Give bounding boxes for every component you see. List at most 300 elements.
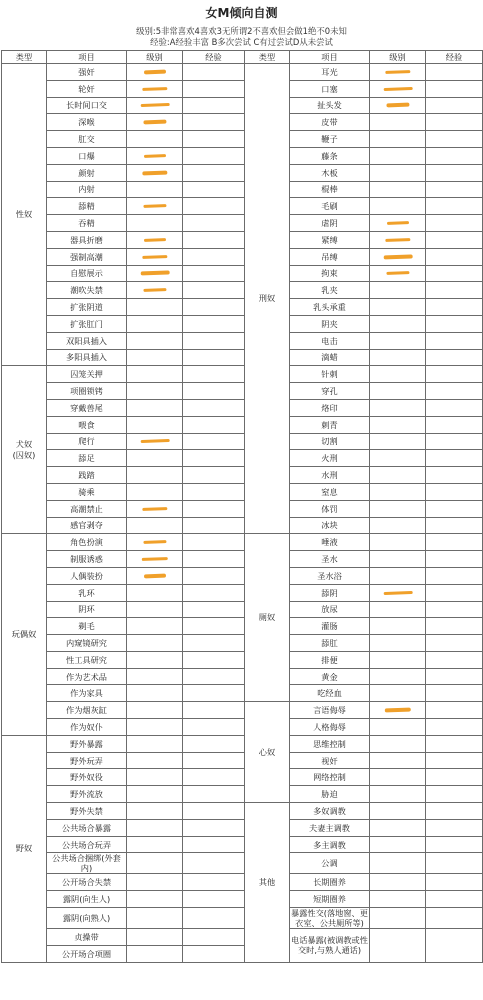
right-experience-cell[interactable]	[426, 198, 483, 215]
right-experience-cell[interactable]	[426, 567, 483, 584]
right-level-cell[interactable]	[370, 215, 426, 232]
right-level-cell[interactable]	[370, 601, 426, 618]
left-experience-cell[interactable]	[183, 702, 245, 719]
right-level-cell[interactable]	[370, 908, 426, 929]
left-level-cell[interactable]	[127, 517, 183, 534]
table-row	[2, 752, 483, 769]
left-level-cell[interactable]	[127, 891, 183, 908]
left-level-cell[interactable]	[127, 752, 183, 769]
right-experience-cell[interactable]	[426, 891, 483, 908]
left-experience-cell[interactable]	[183, 282, 245, 299]
left-level-cell[interactable]	[127, 215, 183, 232]
left-experience-cell[interactable]	[183, 719, 245, 736]
right-experience-cell[interactable]	[426, 467, 483, 484]
left-experience-cell[interactable]	[183, 231, 245, 248]
right-level-cell[interactable]	[370, 114, 426, 131]
right-experience-cell[interactable]	[426, 450, 483, 467]
right-experience-cell[interactable]	[426, 819, 483, 836]
left-experience-cell[interactable]	[183, 114, 245, 131]
left-level-cell[interactable]	[127, 735, 183, 752]
left-level-cell[interactable]	[127, 668, 183, 685]
right-level-cell[interactable]	[370, 164, 426, 181]
right-level-cell[interactable]	[370, 551, 426, 568]
left-level-cell[interactable]	[127, 467, 183, 484]
right-item-label: 乳头承重	[290, 299, 370, 316]
left-experience-cell[interactable]	[183, 651, 245, 668]
left-level-cell[interactable]	[127, 282, 183, 299]
left-level-cell[interactable]	[127, 181, 183, 198]
right-level-cell[interactable]	[370, 819, 426, 836]
table-row	[2, 836, 483, 853]
right-level-cell[interactable]	[370, 517, 426, 534]
right-experience-cell[interactable]	[426, 668, 483, 685]
left-item-label: 潮吹失禁	[47, 282, 127, 299]
left-experience-cell[interactable]	[183, 433, 245, 450]
right-experience-cell[interactable]	[426, 97, 483, 114]
left-item-label: 内射	[47, 181, 127, 198]
left-item-label: 野外流放	[47, 786, 127, 803]
right-experience-cell[interactable]	[426, 366, 483, 383]
left-item-label: 口爆	[47, 147, 127, 164]
table-row	[2, 282, 483, 299]
right-level-cell[interactable]	[370, 80, 426, 97]
left-category-cell: 性奴	[2, 64, 47, 366]
left-level-cell[interactable]	[127, 433, 183, 450]
right-experience-cell[interactable]	[426, 299, 483, 316]
left-item-label: 舔精	[47, 198, 127, 215]
left-experience-cell[interactable]	[183, 164, 245, 181]
left-level-cell[interactable]	[127, 80, 183, 97]
right-item-label: 视奸	[290, 752, 370, 769]
highlighter-mark	[386, 221, 408, 225]
right-experience-cell[interactable]	[426, 114, 483, 131]
highlighter-mark	[143, 120, 166, 125]
right-level-cell[interactable]	[370, 366, 426, 383]
right-experience-cell[interactable]	[426, 248, 483, 265]
left-level-cell[interactable]	[127, 719, 183, 736]
right-category-cell: 刑奴	[245, 64, 290, 534]
left-experience-cell[interactable]	[183, 945, 245, 962]
right-level-cell[interactable]	[370, 433, 426, 450]
highlighter-mark	[385, 70, 410, 74]
table-row	[2, 433, 483, 450]
left-experience-cell[interactable]	[183, 735, 245, 752]
table-row	[2, 114, 483, 131]
highlighter-mark	[143, 573, 165, 578]
highlighter-mark	[143, 288, 166, 292]
right-item-label: 口塞	[290, 80, 370, 97]
right-level-cell[interactable]	[370, 618, 426, 635]
right-experience-cell[interactable]	[426, 231, 483, 248]
right-level-cell[interactable]	[370, 315, 426, 332]
right-level-cell[interactable]	[370, 483, 426, 500]
right-level-cell[interactable]	[370, 500, 426, 517]
right-level-cell[interactable]	[370, 635, 426, 652]
left-level-cell[interactable]	[127, 836, 183, 853]
right-item-label: 思维控制	[290, 735, 370, 752]
left-item-label: 露阴(向生人)	[47, 891, 127, 908]
left-experience-cell[interactable]	[183, 97, 245, 114]
right-experience-cell[interactable]	[426, 551, 483, 568]
left-level-cell[interactable]	[127, 769, 183, 786]
right-item-label: 电话暴露(被调教或性交时,与熟人通话)	[290, 929, 370, 963]
left-experience-cell[interactable]	[183, 534, 245, 551]
right-experience-cell[interactable]	[426, 618, 483, 635]
right-item-label: 多主调教	[290, 836, 370, 853]
left-level-cell[interactable]	[127, 551, 183, 568]
left-level-cell[interactable]	[127, 929, 183, 946]
right-experience-cell[interactable]	[426, 483, 483, 500]
table-row	[2, 383, 483, 400]
right-level-cell[interactable]	[370, 803, 426, 820]
table-row	[2, 416, 483, 433]
left-level-header: 级别	[127, 51, 183, 64]
left-level-cell[interactable]	[127, 399, 183, 416]
left-experience-cell[interactable]	[183, 131, 245, 148]
right-level-cell[interactable]	[370, 702, 426, 719]
left-level-cell[interactable]	[127, 567, 183, 584]
left-experience-cell[interactable]	[183, 929, 245, 946]
right-experience-cell[interactable]	[426, 315, 483, 332]
right-experience-cell[interactable]	[426, 853, 483, 874]
left-level-cell[interactable]	[127, 651, 183, 668]
left-experience-cell[interactable]	[183, 467, 245, 484]
right-experience-cell[interactable]	[426, 786, 483, 803]
right-category-cell: 心奴	[245, 702, 290, 803]
right-level-cell[interactable]	[370, 735, 426, 752]
left-level-cell[interactable]	[127, 299, 183, 316]
right-experience-cell[interactable]	[426, 803, 483, 820]
right-level-cell[interactable]	[370, 147, 426, 164]
right-experience-cell[interactable]	[426, 147, 483, 164]
left-level-cell[interactable]	[127, 231, 183, 248]
right-level-cell[interactable]	[370, 131, 426, 148]
left-level-cell[interactable]	[127, 198, 183, 215]
left-level-cell[interactable]	[127, 315, 183, 332]
right-experience-cell[interactable]	[426, 265, 483, 282]
left-experience-cell[interactable]	[183, 517, 245, 534]
left-level-cell[interactable]	[127, 248, 183, 265]
right-experience-cell[interactable]	[426, 383, 483, 400]
left-item-label: 野外失禁	[47, 803, 127, 820]
left-level-cell[interactable]	[127, 265, 183, 282]
right-level-cell[interactable]	[370, 299, 426, 316]
right-category-cell: 其他	[245, 803, 290, 963]
left-level-cell[interactable]	[127, 819, 183, 836]
right-level-cell[interactable]	[370, 416, 426, 433]
highlighter-mark	[142, 255, 167, 259]
right-experience-cell[interactable]	[426, 332, 483, 349]
right-item-label: 黄金	[290, 668, 370, 685]
right-category-cell: 厕奴	[245, 534, 290, 702]
right-experience-cell[interactable]	[426, 651, 483, 668]
left-level-cell[interactable]	[127, 874, 183, 891]
left-item-label: 舔足	[47, 450, 127, 467]
right-item-label: 滴蜡	[290, 349, 370, 366]
left-level-cell[interactable]	[127, 534, 183, 551]
left-level-cell[interactable]	[127, 584, 183, 601]
left-item-label: 项圈锁铐	[47, 383, 127, 400]
table-row	[2, 231, 483, 248]
right-level-cell[interactable]	[370, 248, 426, 265]
right-item-label: 短期圈养	[290, 891, 370, 908]
left-experience-cell[interactable]	[183, 349, 245, 366]
left-item-label: 强制高潮	[47, 248, 127, 265]
left-experience-cell[interactable]	[183, 198, 245, 215]
right-item-label: 皮带	[290, 114, 370, 131]
right-experience-cell[interactable]	[426, 601, 483, 618]
left-experience-cell[interactable]	[183, 874, 245, 891]
left-level-cell[interactable]	[127, 635, 183, 652]
left-experience-cell[interactable]	[183, 299, 245, 316]
right-item-label: 舔阴	[290, 584, 370, 601]
left-level-cell[interactable]	[127, 500, 183, 517]
right-level-cell[interactable]	[370, 786, 426, 803]
left-experience-cell[interactable]	[183, 265, 245, 282]
left-level-cell[interactable]	[127, 332, 183, 349]
left-experience-cell[interactable]	[183, 483, 245, 500]
right-item-label: 窒息	[290, 483, 370, 500]
right-experience-cell[interactable]	[426, 349, 483, 366]
right-experience-cell[interactable]	[426, 685, 483, 702]
right-item-label: 针刺	[290, 366, 370, 383]
left-experience-cell[interactable]	[183, 399, 245, 416]
right-item-label: 鞭子	[290, 131, 370, 148]
right-level-cell[interactable]	[370, 929, 426, 963]
level-legend: 级别:5非常喜欢4喜欢3无所谓2不喜欢但会做1绝不0未知	[136, 26, 347, 36]
left-level-cell[interactable]	[127, 618, 183, 635]
left-experience-cell[interactable]	[183, 332, 245, 349]
left-experience-cell[interactable]	[183, 567, 245, 584]
table-row	[2, 651, 483, 668]
left-experience-cell[interactable]	[183, 803, 245, 820]
right-level-cell[interactable]	[370, 891, 426, 908]
left-experience-cell[interactable]	[183, 584, 245, 601]
right-experience-cell[interactable]	[426, 929, 483, 963]
left-level-cell[interactable]	[127, 945, 183, 962]
left-experience-cell[interactable]	[183, 248, 245, 265]
left-level-cell[interactable]	[127, 147, 183, 164]
left-experience-cell[interactable]	[183, 891, 245, 908]
right-experience-cell[interactable]	[426, 215, 483, 232]
highlighter-mark	[383, 591, 412, 595]
left-experience-cell[interactable]	[183, 786, 245, 803]
table-row	[2, 64, 483, 81]
left-item-label: 扩张阴道	[47, 299, 127, 316]
left-experience-cell[interactable]	[183, 752, 245, 769]
left-level-cell[interactable]	[127, 366, 183, 383]
left-level-cell[interactable]	[127, 349, 183, 366]
left-level-cell[interactable]	[127, 114, 183, 131]
right-level-cell[interactable]	[370, 584, 426, 601]
table-row	[2, 668, 483, 685]
left-experience-cell[interactable]	[183, 450, 245, 467]
right-experience-cell[interactable]	[426, 534, 483, 551]
left-experience-cell[interactable]	[183, 601, 245, 618]
right-experience-cell[interactable]	[426, 635, 483, 652]
left-item-label: 骑乘	[47, 483, 127, 500]
table-row	[2, 265, 483, 282]
right-level-cell[interactable]	[370, 534, 426, 551]
right-item-label: 阴夹	[290, 315, 370, 332]
right-item-label: 唾液	[290, 534, 370, 551]
left-item-label: 强奸	[47, 64, 127, 81]
left-level-cell[interactable]	[127, 416, 183, 433]
right-level-cell[interactable]	[370, 874, 426, 891]
right-level-cell[interactable]	[370, 719, 426, 736]
right-experience-cell[interactable]	[426, 874, 483, 891]
right-level-cell[interactable]	[370, 752, 426, 769]
table-row	[2, 517, 483, 534]
right-experience-cell[interactable]	[426, 282, 483, 299]
right-experience-cell[interactable]	[426, 584, 483, 601]
right-experience-cell[interactable]	[426, 164, 483, 181]
left-experience-cell[interactable]	[183, 551, 245, 568]
left-experience-cell[interactable]	[183, 618, 245, 635]
table-row	[2, 551, 483, 568]
right-level-cell[interactable]	[370, 349, 426, 366]
left-experience-cell[interactable]	[183, 819, 245, 836]
left-level-cell[interactable]	[127, 685, 183, 702]
right-level-cell[interactable]	[370, 231, 426, 248]
left-experience-cell[interactable]	[183, 80, 245, 97]
right-item-label: 多奴调教	[290, 803, 370, 820]
left-experience-cell[interactable]	[183, 769, 245, 786]
left-experience-cell[interactable]	[183, 668, 245, 685]
table-row	[2, 534, 483, 551]
left-item-label: 多阳具插入	[47, 349, 127, 366]
left-level-cell[interactable]	[127, 702, 183, 719]
left-experience-cell[interactable]	[183, 181, 245, 198]
right-experience-cell[interactable]	[426, 517, 483, 534]
right-level-cell[interactable]	[370, 668, 426, 685]
right-item-label: 人格侮辱	[290, 719, 370, 736]
right-experience-cell[interactable]	[426, 719, 483, 736]
right-item-label: 舔肛	[290, 635, 370, 652]
table-row	[2, 786, 483, 803]
highlighter-mark	[142, 87, 167, 91]
left-experience-cell[interactable]	[183, 836, 245, 853]
right-experience-cell[interactable]	[426, 836, 483, 853]
left-experience-cell[interactable]	[183, 500, 245, 517]
right-experience-cell[interactable]	[426, 131, 483, 148]
right-experience-cell[interactable]	[426, 416, 483, 433]
left-item-label: 囚笼关押	[47, 366, 127, 383]
highlighter-mark	[386, 103, 409, 108]
right-item-label: 排便	[290, 651, 370, 668]
right-item-label: 毛刷	[290, 198, 370, 215]
left-experience-cell[interactable]	[183, 147, 245, 164]
right-level-header: 级别	[370, 51, 426, 64]
right-experience-cell[interactable]	[426, 769, 483, 786]
highlighter-mark	[143, 154, 165, 158]
right-experience-cell[interactable]	[426, 752, 483, 769]
left-item-label: 内窥镜研究	[47, 635, 127, 652]
left-experience-cell[interactable]	[183, 685, 245, 702]
left-level-cell[interactable]	[127, 803, 183, 820]
left-level-cell[interactable]	[127, 383, 183, 400]
right-level-cell[interactable]	[370, 685, 426, 702]
right-item-label: 圣水浴	[290, 567, 370, 584]
right-level-cell[interactable]	[370, 383, 426, 400]
right-level-cell[interactable]	[370, 332, 426, 349]
left-level-cell[interactable]	[127, 450, 183, 467]
right-experience-cell[interactable]	[426, 702, 483, 719]
right-level-cell[interactable]	[370, 450, 426, 467]
right-level-cell[interactable]	[370, 181, 426, 198]
highlighter-mark	[143, 204, 166, 208]
left-experience-cell[interactable]	[183, 366, 245, 383]
right-level-cell[interactable]	[370, 282, 426, 299]
left-level-cell[interactable]	[127, 853, 183, 874]
right-level-cell[interactable]	[370, 399, 426, 416]
right-level-cell[interactable]	[370, 198, 426, 215]
right-level-cell[interactable]	[370, 769, 426, 786]
table-row	[2, 215, 483, 232]
left-item-label: 践踏	[47, 467, 127, 484]
right-experience-cell[interactable]	[426, 908, 483, 929]
right-experience-cell[interactable]	[426, 500, 483, 517]
right-level-cell[interactable]	[370, 651, 426, 668]
left-experience-cell[interactable]	[183, 383, 245, 400]
right-item-label: 水刑	[290, 467, 370, 484]
left-experience-cell[interactable]	[183, 315, 245, 332]
right-level-cell[interactable]	[370, 836, 426, 853]
right-experience-cell[interactable]	[426, 433, 483, 450]
right-level-cell[interactable]	[370, 853, 426, 874]
left-item-label: 公共场合暴露	[47, 819, 127, 836]
table-row	[2, 349, 483, 366]
highlighter-mark	[386, 272, 409, 276]
right-experience-cell[interactable]	[426, 80, 483, 97]
left-category-cell: 野奴	[2, 735, 47, 962]
page-title: 女M倾向自测	[205, 6, 278, 20]
left-experience-cell[interactable]	[183, 635, 245, 652]
right-level-cell[interactable]	[370, 567, 426, 584]
left-item-label: 剃毛	[47, 618, 127, 635]
left-experience-cell[interactable]	[183, 215, 245, 232]
right-experience-cell[interactable]	[426, 64, 483, 81]
left-experience-cell[interactable]	[183, 853, 245, 874]
left-item-label: 公开场合失禁	[47, 874, 127, 891]
left-level-cell[interactable]	[127, 64, 183, 81]
right-level-cell[interactable]	[370, 97, 426, 114]
left-level-cell[interactable]	[127, 97, 183, 114]
highlighter-mark	[143, 540, 166, 544]
table-row	[2, 467, 483, 484]
left-level-cell[interactable]	[127, 483, 183, 500]
right-item-label: 放尿	[290, 601, 370, 618]
right-experience-cell[interactable]	[426, 399, 483, 416]
right-item-label: 吃经血	[290, 685, 370, 702]
left-experience-cell[interactable]	[183, 416, 245, 433]
right-experience-cell[interactable]	[426, 181, 483, 198]
right-level-cell[interactable]	[370, 265, 426, 282]
left-level-cell[interactable]	[127, 908, 183, 929]
left-level-cell[interactable]	[127, 131, 183, 148]
left-level-cell[interactable]	[127, 164, 183, 181]
left-experience-cell[interactable]	[183, 64, 245, 81]
left-experience-cell[interactable]	[183, 908, 245, 929]
right-item-label: 拘束	[290, 265, 370, 282]
right-item-label: 暴露性交(落地窗、更衣室、公共厕所等)	[291, 908, 368, 929]
right-experience-cell[interactable]	[426, 735, 483, 752]
left-level-cell[interactable]	[127, 786, 183, 803]
right-level-cell[interactable]	[370, 64, 426, 81]
right-level-cell[interactable]	[370, 467, 426, 484]
highlighter-mark	[384, 708, 411, 713]
left-level-cell[interactable]	[127, 601, 183, 618]
